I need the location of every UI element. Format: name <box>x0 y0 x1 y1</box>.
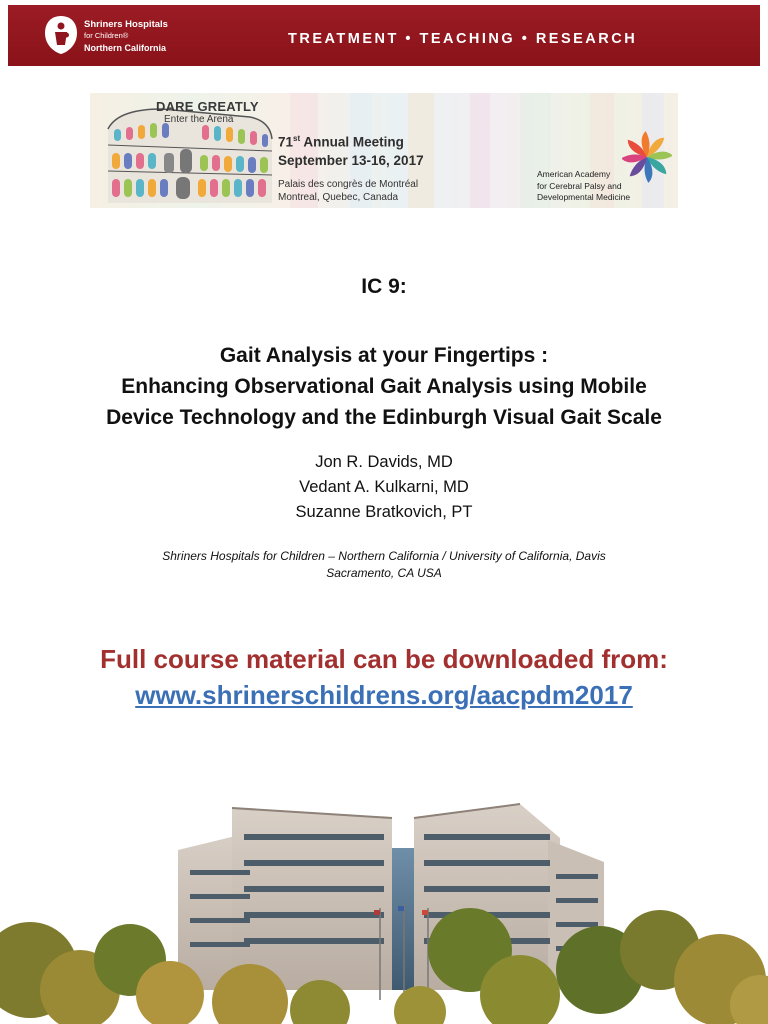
org-line: for Cerebral Palsy and <box>537 180 622 191</box>
affiliation-line: Shriners Hospitals for Children – Northern California / University of California, Davis <box>162 549 606 563</box>
org-line: Developmental Medicine <box>537 192 631 202</box>
banner-annual-meeting <box>278 134 404 150</box>
logo-name: Shriners Hospitals <box>84 19 168 30</box>
author-list <box>0 450 768 525</box>
download-notice: Full course material can be downloaded from: <box>100 644 668 674</box>
shriners-badge-icon <box>44 15 78 55</box>
title-line: Device Technology and the Edinburgh Visual Gait Scale <box>106 406 662 429</box>
title-line: Enhancing Observational Gait Analysis using Mobile <box>121 375 647 398</box>
header-bar <box>8 5 760 66</box>
author-name: Jon R. Davids, MD <box>315 453 453 471</box>
aacpdm-org-name <box>537 169 630 204</box>
conference-banner <box>90 93 678 208</box>
affiliation-line: Sacramento, CA USA <box>326 566 442 580</box>
meeting-ordinal: st <box>293 134 301 143</box>
meeting-label: Annual Meeting <box>300 134 404 150</box>
session-code: IC 9: <box>361 275 407 298</box>
title-line: Gait Analysis at your Fingertips : <box>219 344 549 367</box>
affiliation <box>0 548 768 582</box>
banner-city: Montreal, Quebec, Canada <box>278 192 399 203</box>
banner-dates: September 13-16, 2017 <box>278 153 424 168</box>
author-name: Suzanne Bratkovich, PT <box>295 503 473 521</box>
logo-sub: for Children® <box>84 31 129 40</box>
org-line: American Academy <box>537 169 611 179</box>
logo-region: Northern California <box>84 43 167 53</box>
meeting-number: 71 <box>278 134 294 150</box>
hospital-building-photo <box>0 790 768 1024</box>
banner-enter-arena: Enter the Arena <box>164 114 234 125</box>
banner-venue: Palais des congrès de Montréal <box>278 179 419 190</box>
banner-dare-greatly: DARE GREATLY <box>156 99 259 114</box>
shriners-logo[interactable] <box>44 15 184 59</box>
author-name: Vedant A. Kulkarni, MD <box>299 478 469 496</box>
download-link[interactable]: www.shrinerschildrens.org/aacpdm2017 <box>135 680 633 710</box>
session-title <box>0 340 768 433</box>
header-tagline: TREATMENT • TEACHING • RESEARCH <box>288 31 638 47</box>
